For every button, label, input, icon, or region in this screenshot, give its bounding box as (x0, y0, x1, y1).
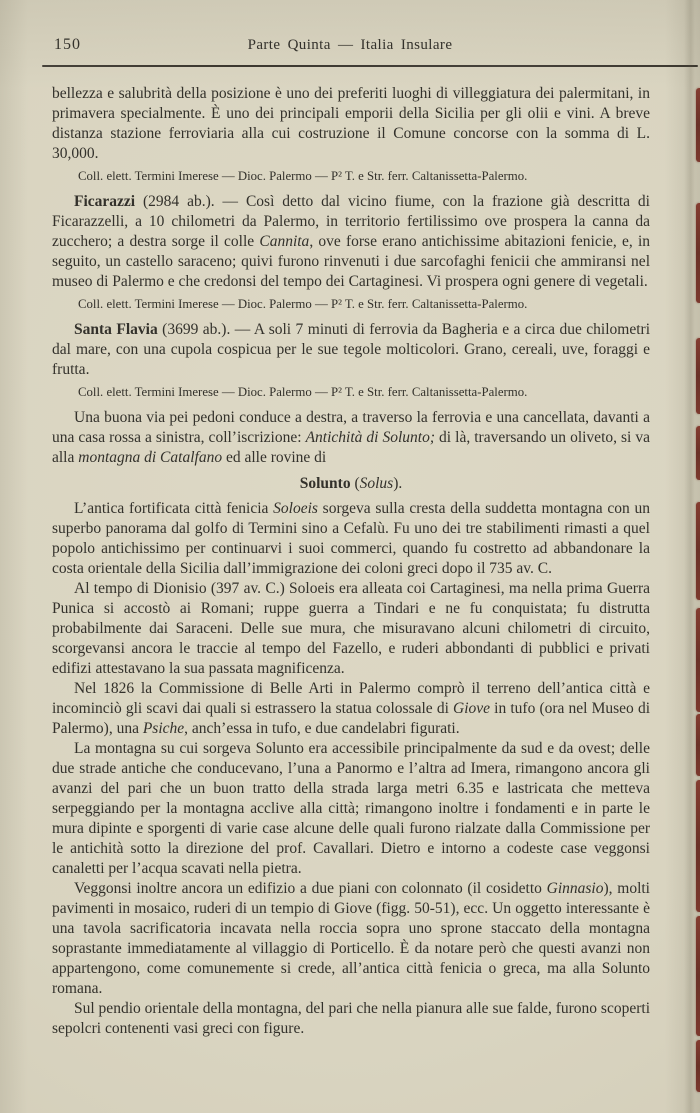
text-segment: Solus (359, 475, 394, 492)
paragraph (52, 879, 650, 999)
text-segment: Coll. elett. Termini Imerese — Dioc. Palermo — P² T. e Str. ferr. Caltanissetta-Palermo. (78, 169, 528, 183)
text-segment: Solunto (299, 475, 351, 492)
note-line (52, 297, 650, 312)
text-segment: Giove (453, 700, 491, 717)
text-segment: , ove forse erano antichissime abitazioni fenicie, e, in seguito, un castello saraceno; quivi furono rinvenuti i due sarcofaghi fenicii che ammiransi nel museo di Palermo e che credonsi del tempo dei Cartaginesi. Vi prospera ogni genere di vegetali. (52, 233, 651, 290)
paragraph (52, 579, 650, 679)
header-rule (42, 65, 698, 67)
paragraph (52, 320, 650, 380)
page-number: 150 (54, 36, 81, 53)
paragraph (52, 679, 650, 739)
text-segment: montagna di Catalfano (78, 449, 223, 466)
paragraph (52, 499, 650, 579)
text-segment: Una buona via pei pedoni conduce a destra, a traverso la ferrovia e una cancellata, davanti a una casa rossa a sinistra, coll’iscrizione: (52, 409, 650, 446)
text-segment: (2984 ab.). — Così detto dal vicino fiume, con la frazione già descritta di Ficarazzelli, a 10 chilometri da Palermo, in territorio fertilissimo ove prospera la canna da zucchero; a destra sorge il colle (52, 193, 650, 250)
scan-edge-mark (696, 502, 700, 600)
text-segment: , anch’essa in tufo, e due candelabri figurati. (184, 720, 460, 737)
text-segment: Sul pendio orientale della montagna, del pari che nella pianura alle sue falde, furono scoperti sepolcri contenenti vasi greci con figure. (52, 1000, 650, 1037)
scan-edge-mark (696, 780, 700, 912)
text-segment: Coll. elett. Termini Imerese — Dioc. Palermo — P² T. e Str. ferr. Caltanissetta-Palermo. (78, 385, 528, 399)
text-segment: in tufo (ora nel Museo di Palermo), una (52, 700, 650, 737)
scan-edge-mark (696, 608, 700, 712)
text-segment: Santa Flavia (74, 321, 158, 338)
scan-edge-mark (696, 338, 700, 414)
note-line (52, 385, 650, 400)
note-line (52, 169, 650, 184)
text-segment: bellezza e salubrità della posizione è uno dei preferiti luoghi di villeggiatura dei palermitani, in primavera specialmente. È uno dei principali emporii della Sicilia per gli olii e vini. A breve distanza stazione ferroviaria alla cui costruzione il Comune concorse con la somma di L. 30,000. (52, 85, 650, 162)
text-segment: sorgeva sulla cresta della suddetta montagna con un superbo panorama dal golfo di Termini sino a Cefalù. Fu uno dei tre stabilimenti rimasti a quel popolo antichissimo per continuarvi i suoi commerci, quando fu costretto ad abbandonare la costa orientale della Sicilia dall’immigrazione dei coloni greci dopo il 735 av. C. (52, 500, 650, 577)
text-segment: Ginnasio (546, 880, 604, 897)
text-segment: La montagna su cui sorgeva Solunto era accessibile principalmente da sud e da ovest; delle due strade antiche che conducevano, l’una a Panormo e l’altra ad Imera, rimangono ancora gli avanzi del pari che un buon tratto della strada larga metri 6.35 e lastricata che metteva serpeggiando per la montagna acclive alla città; rimangono inoltre i fondamenti e in parte le mura dipinte e sporgenti di varie case alcune delle quali furono rialzate dalla Commissione per le antichità sotto la direzione del prof. Cavallari. Dietro e intorno a codeste case veggonsi canaletti per l’acqua scavati nella pietra. (52, 740, 650, 877)
text-segment: Cannita (259, 233, 310, 250)
text-segment: Psiche (142, 720, 185, 737)
paragraph (52, 408, 650, 468)
paragraph (52, 739, 650, 879)
text-segment: Antichità di Solunto; (305, 429, 436, 446)
text-segment: ed alle rovine di (222, 449, 327, 466)
text-segment: ). (393, 475, 403, 492)
text-segment: Soloeis (273, 500, 318, 517)
paragraph (52, 192, 650, 292)
scan-edge-mark (696, 426, 700, 480)
scan-edge-artifacts (694, 0, 700, 1113)
text-segment: L’antica fortificata città fenicia (74, 500, 274, 517)
page-header (0, 36, 700, 58)
scan-edge-mark (696, 1040, 700, 1092)
text-segment: ), molti pavimenti in mosaico, ruderi di un tempio di Giove (figg. 50-51), ecc. Un oggetto interessante è una tavola sacrificatoria incavata nella roccia sopra uno sprone staccato della montagna soprastante immediatamente al villaggio di Porticello. È da notare però che questi avanzi non appartengono, come comunemente si crede, all’antica città fenicia o greca, ma alla Solunto romana. (52, 880, 650, 997)
section-heading (52, 474, 650, 494)
text-segment: Nel 1826 la Commissione di Belle Arti in Palermo comprò il terreno dell’antica città e incominciò gli scavi dai quali si estrassero la statua colossale di (52, 680, 650, 717)
text-segment: di là, traversando un oliveto, si va alla (52, 429, 651, 466)
text-segment: Ficarazzi (74, 193, 136, 210)
scan-edge-mark (696, 916, 700, 1036)
scan-edge-mark (696, 203, 700, 303)
text-segment: Al tempo di Dionisio (397 av. C.) Soloeis era alleata coi Cartaginesi, ma nella prima Guerra Punica si accostò ai Romani; ruppe guerra a Tindari e ne fu conquistata; fu distrutta probabilmente dai Saraceni. Delle sue mura, che misuravano alcuni chilometri di circuito, scorgevansi ancora le traccie al tempo del Fazello, e ruderi abbondanti di pubblici e privati edifizi attestavano la sua passata magnificenza. (52, 580, 650, 677)
text-segment: ( (350, 475, 360, 492)
text-segment: (3699 ab.). — A soli 7 minuti di ferrovia da Bagheria e a circa due chilometri dal mare, con una cupola cospicua per le sue tegole molticolori. Grano, cereali, uve, foraggi e frutta. (52, 321, 651, 378)
text-segment: Veggonsi inoltre ancora un edifizio a due piani con colonnato (il cosidetto (74, 880, 547, 897)
scan-edge-mark (696, 714, 700, 776)
paragraph (52, 84, 650, 164)
text-segment: Coll. elett. Termini Imerese — Dioc. Palermo — P² T. e Str. ferr. Caltanissetta-Palermo. (78, 297, 528, 311)
paragraph (52, 999, 650, 1039)
running-header-title: Parte Quinta — Italia Insulare (247, 37, 453, 53)
scan-edge-mark (696, 88, 700, 162)
text-content (52, 84, 650, 1039)
